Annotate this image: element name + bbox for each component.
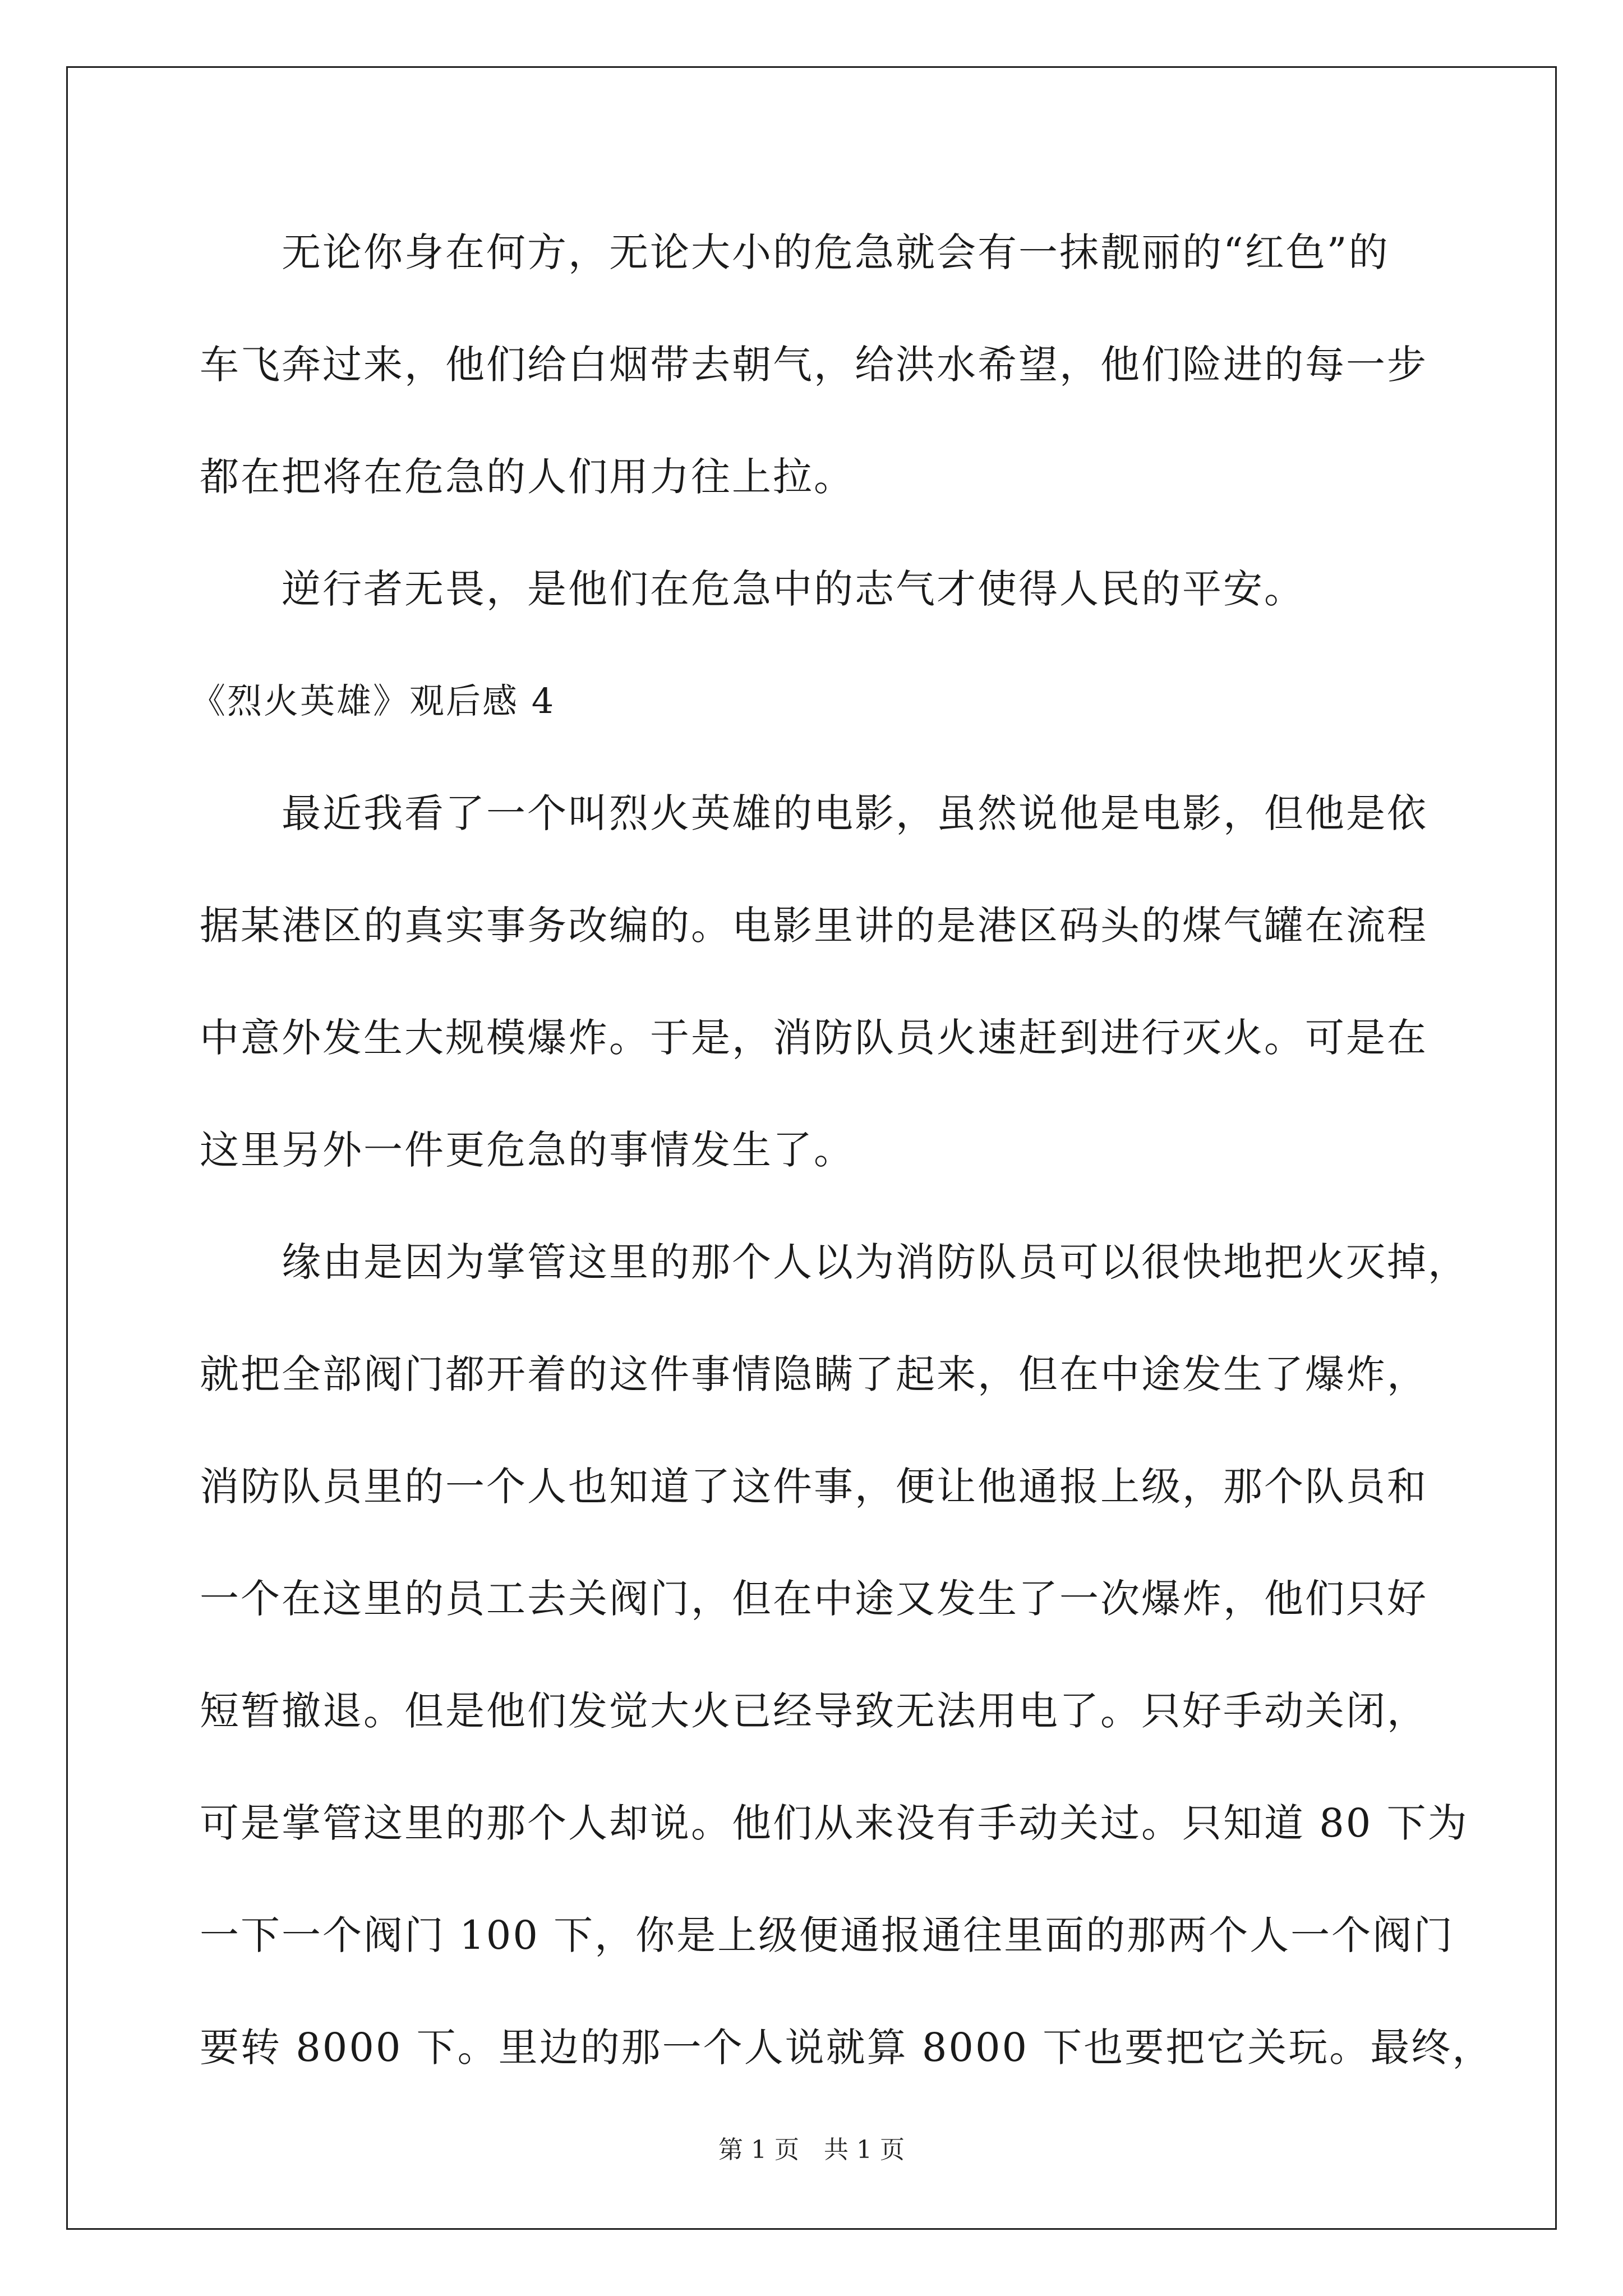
paragraph-line: 逆行者无畏，是他们在危急中的志气才使得人民的平安。: [282, 566, 1305, 612]
paragraph-line: 就把全部阀门都开着的这件事情隐瞒了起来，但在中途发生了爆炸，: [200, 1351, 1428, 1397]
document-body: [191, 219, 1493, 2126]
paragraph-line: 据某港区的真实事务改编的。电影里讲的是港区码头的煤气罐在流程: [200, 903, 1428, 949]
paragraph-line: 短暂撤退。但是他们发觉大火已经导致无法用电了。只好手动关闭，: [200, 1688, 1428, 1734]
paragraph-line: 这里另外一件更危急的事情发生了。: [200, 1127, 855, 1173]
paragraph-line: 无论你身在何方，无论大小的危急就会有一抹靓丽的“红色”的: [282, 229, 1390, 275]
section-heading: 《烈火英雄》观后感 4: [191, 680, 556, 721]
paragraph-line: 消防队员里的一个人也知道了这件事，便让他通报上级，那个队员和: [200, 1464, 1428, 1510]
paragraph-line: 一下一个阀门 100 下，你是上级便通报通往里面的那两个人一个阀门: [200, 1912, 1455, 1958]
paragraph-line: 车飞奔过来，他们给白烟带去朝气，给洪水希望，他们险进的每一步: [200, 342, 1428, 388]
paragraph-line: 缘由是因为掌管这里的那个人以为消防队员可以很快地把火灭掉，: [282, 1239, 1469, 1285]
paragraph-line: 要转 8000 下。里边的那一个人说就算 8000 下也要把它关玩。最终，: [200, 2024, 1493, 2070]
paragraph-line: 都在把将在危急的人们用力往上拉。: [200, 454, 855, 500]
paragraph-line: 中意外发生大规模爆炸。于是，消防队员火速赶到进行灭火。可是在: [200, 1015, 1428, 1061]
paragraph-line: 一个在这里的员工去关阀门，但在中途又发生了一次爆炸，他们只好: [200, 1576, 1428, 1622]
paragraph-line: 可是掌管这里的那个人却说。他们从来没有手动关过。只知道 80 下为: [200, 1800, 1469, 1846]
page-footer: 第 1 页 共 1 页: [718, 2136, 905, 2164]
paragraph-line: 最近我看了一个叫烈火英雄的电影，虽然说他是电影，但他是依: [282, 790, 1428, 836]
